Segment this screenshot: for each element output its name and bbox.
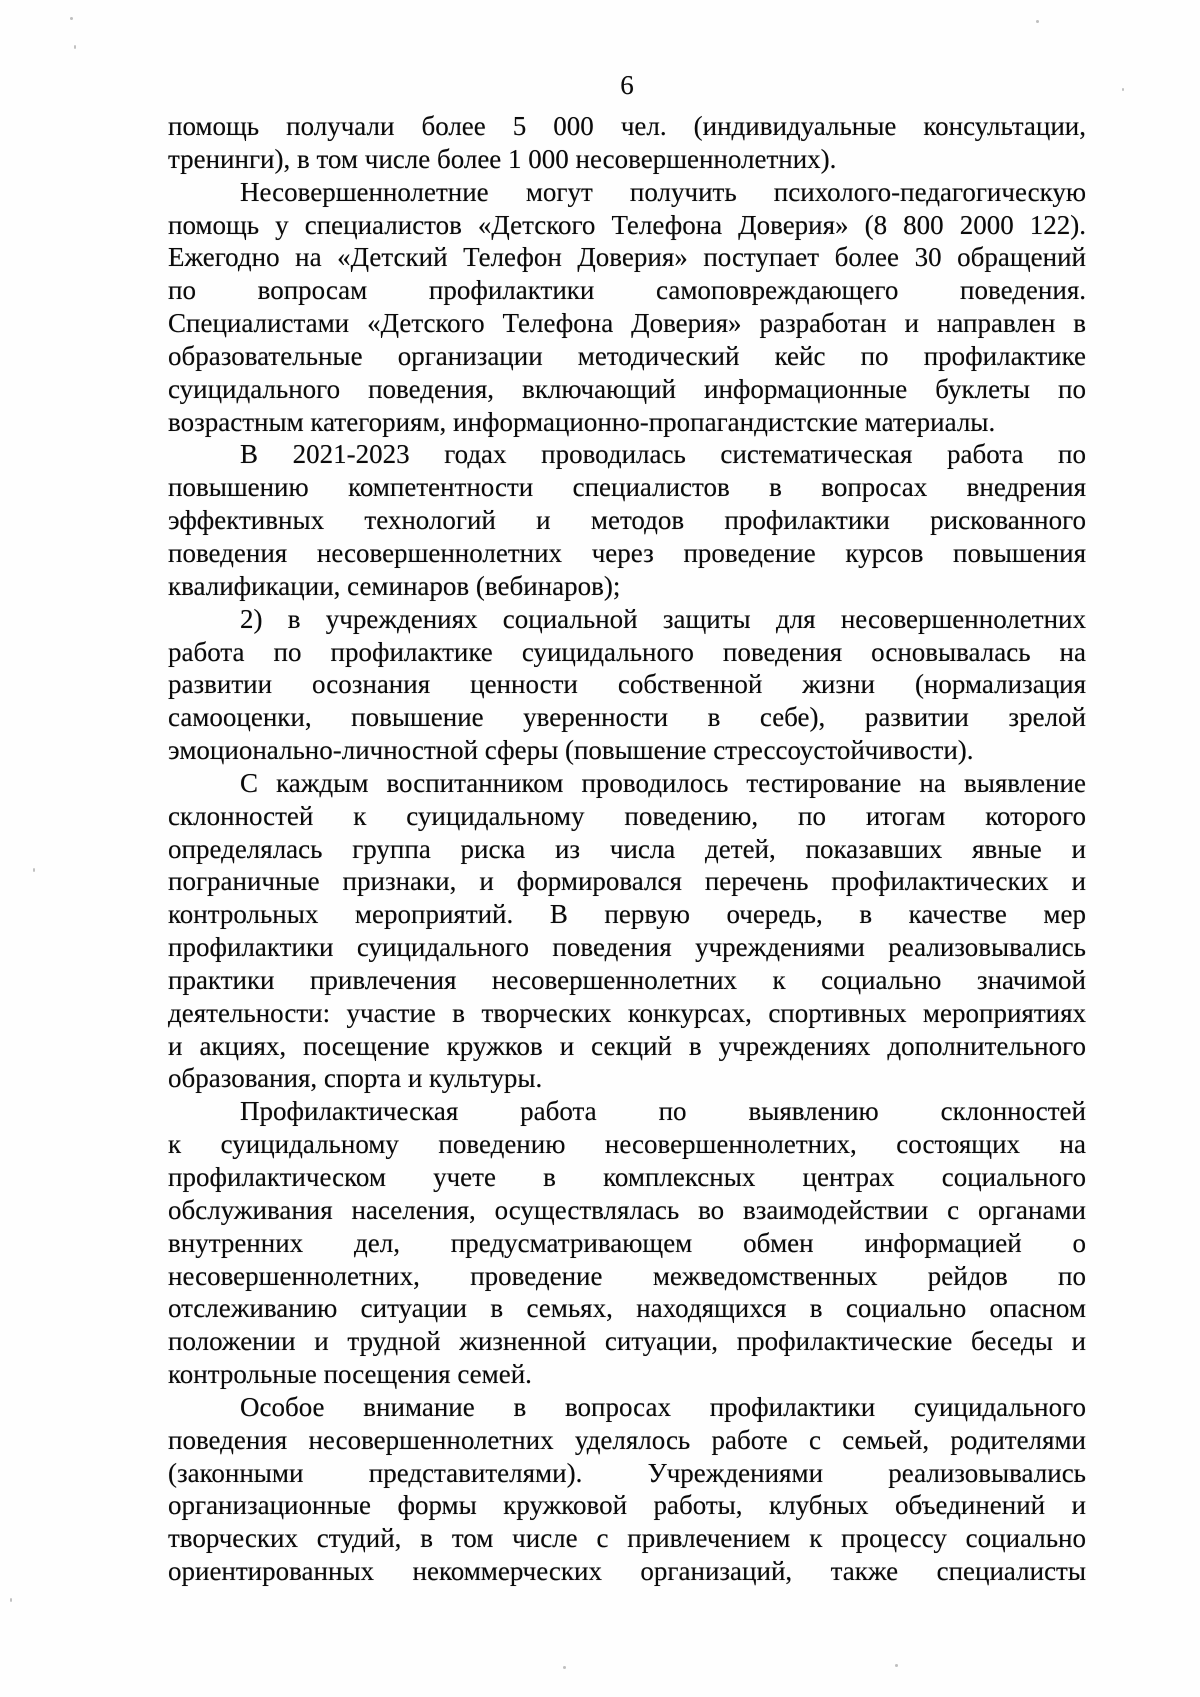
text-line: помощь у специалистов «Детского Телефона Доверия» (8 800 2000 122). [168,209,1086,240]
text-line: образования, спорта и культуры. [168,1063,543,1094]
text-line: С каждым воспитанником проводилось тестирование на выявление [240,767,1086,798]
text-line: контрольные посещения семей. [168,1359,532,1390]
text-line: Ежегодно на «Детский Телефон Доверия» поступает более 30 обращений [168,242,1086,273]
text-line: и акциях, посещение кружков и секций в учреждениях дополнительного [168,1030,1086,1061]
text-line: внутренних дел, предусматривающем обмен информацией о [168,1227,1086,1258]
text-line: поведения несовершеннолетних уделялось работе с семьей, родителями [168,1424,1086,1455]
text-line: Несовершеннолетние могут получить психолого-педагогическую [240,176,1086,207]
text-line: профилактическом учете в комплексных центрах социального [168,1162,1086,1192]
paragraph [168,110,1086,176]
scan-speck [1036,20,1039,23]
scan-speck [10,1598,12,1602]
text-line: В 2021-2023 годах проводилась систематическая работа по [240,439,1086,470]
paragraph [168,176,1086,439]
text-line: эффективных технологий и методов профилактики рискованного [168,505,1086,536]
scan-speck [74,45,76,49]
text-line: 2) в учреждениях социальной защиты для несовершеннолетних [240,603,1086,634]
document-body [168,110,1086,1588]
text-line: повышению компетентности специалистов в вопросах внедрения [168,472,1086,503]
paragraph [168,767,1086,1095]
text-line: работа по профилактике суицидального поведения основывалась на [168,636,1086,667]
text-line: ориентированных некоммерческих организаций, также специалисты [168,1556,1086,1587]
text-line: помощь получали более 5 000 чел. (индивидуальные консультации, [168,111,1086,141]
text-line: пограничные признаки, и формировался перечень профилактических и [168,866,1086,897]
text-line: склонностей к суицидальному поведению, по итогам которого [168,800,1086,831]
text-line: самооценки, повышение уверенности в себе), развитии зрелой [168,702,1086,733]
text-line: определялась группа риска из числа детей, показавших явные и [168,833,1086,864]
paragraph [168,1095,1086,1391]
text-line: практики привлечения несовершеннолетних к социально значимой [168,964,1086,995]
text-line: Особое внимание в вопросах профилактики суицидального [240,1391,1086,1422]
text-line: тренинги), в том числе более 1 000 несовершеннолетних). [168,143,837,174]
scan-speck [1122,88,1124,91]
scan-speck [33,868,35,872]
text-line: к суицидальному поведению несовершеннолетних, состоящих на [168,1129,1086,1160]
text-line: образовательные организации методический кейс по профилактике [168,340,1086,371]
page-number: 6 [620,70,634,100]
text-line: организационные формы кружковой работы, клубных объединений и [168,1490,1086,1521]
text-line: возрастным категориям, информационно-пропагандистские материалы. [168,406,996,437]
text-line: по вопросам профилактики самоповреждающего поведения. [168,275,1086,306]
text-line: (законными представителями). Учреждениями реализовывались [168,1457,1086,1488]
text-line: обслуживания населения, осуществлялась во взаимодействии с органами [168,1194,1086,1225]
text-line: несовершеннолетних, проведение межведомственных рейдов по [168,1260,1086,1291]
text-line: профилактики суицидального поведения учреждениями реализовывались [168,932,1086,963]
text-line: Профилактическая работа по выявлению склонностей [240,1096,1086,1127]
text-line: контрольных мероприятий. В первую очередь, в качестве мер [168,899,1086,930]
text-line: суицидального поведения, включающий информационные буклеты по [168,373,1086,404]
text-line: квалификации, семинаров (вебинаров); [168,570,621,601]
text-line: деятельности: участие в творческих конкурсах, спортивных мероприятиях [168,997,1086,1028]
text-line: отслеживанию ситуации в семьях, находящихся в социально опасном [168,1293,1086,1324]
text-line: положении и трудной жизненной ситуации, профилактические беседы и [168,1326,1086,1357]
paragraph [168,438,1086,602]
scan-speck [895,1664,898,1667]
text-line: Специалистами «Детского Телефона Доверия» разработан и направлен в [168,308,1086,339]
paragraph [168,1391,1086,1588]
text-line: поведения несовершеннолетних через проведение курсов повышения [168,537,1086,568]
scan-speck [70,17,73,20]
scan-speck [563,1666,566,1669]
text-line: развитии осознания ценности собственной жизни (нормализация [168,669,1086,700]
text-line: эмоционально-личностной сферы (повышение стрессоустойчивости). [168,735,974,766]
paragraph [168,603,1086,767]
text-line: творческих студий, в том числе с привлечением к процессу социально [168,1523,1086,1554]
